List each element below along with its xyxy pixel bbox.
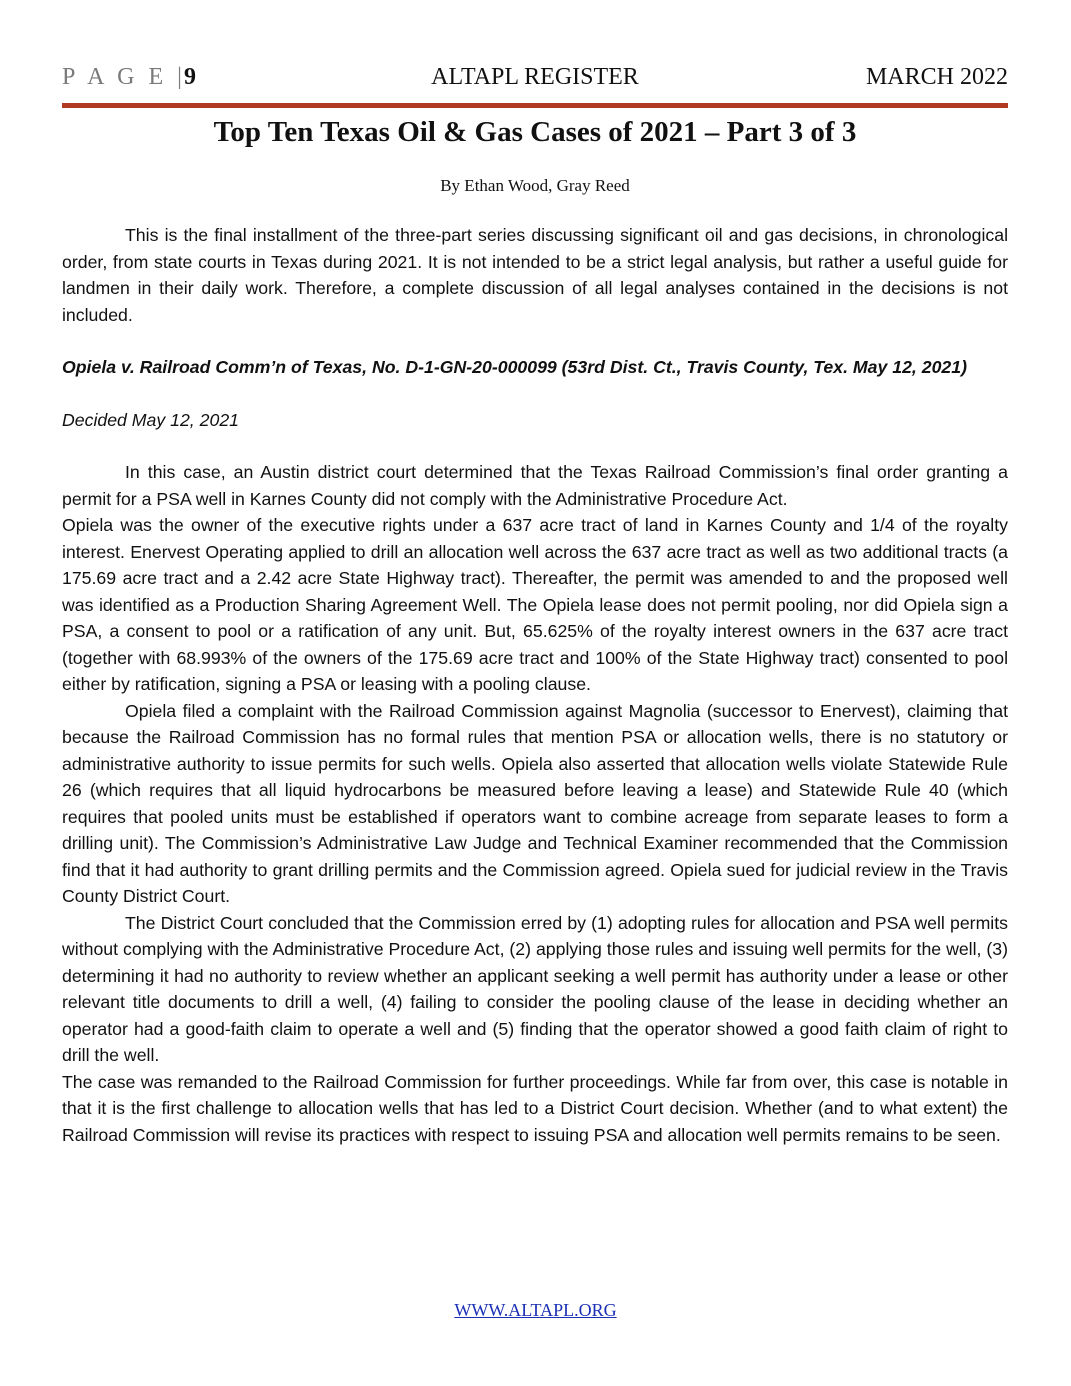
page-footer <box>0 1300 1071 1321</box>
issue-date: MARCH 2022 <box>865 64 1008 90</box>
paragraph-2: Opiela filed a complaint with the Railroad Commission against Magnolia (successor to Enervest), claiming that because the Railroad Commission has no formal rules that mention PSA or allocation wells, there is no statutory or administrative authority to issue permits for such wells. Opiela also asserted that allocation wells violate Statewide Rule 26 (which requires that all liquid hydrocarbons be measured before leaving a lease) and Statewide Rule 40 (which requires that pooled units must be established if operators want to combine acreage from separate leases to form a drilling unit). The Commission’s Administrative Law Judge and Technical Examiner recommended that the Commission find that it had authority to grant drilling permits and the Commission agreed. Opiela sued for judicial review in the Travis County District Court. <box>62 700 1008 906</box>
article-title: Top Ten Texas Oil & Gas Cases of 2021 – Part 3 of 3 <box>213 116 857 148</box>
decided-date: Decided May 12, 2021 <box>62 409 239 430</box>
paragraph-1-opening: In this case, an Austin district court determined that the Texas Railroad Commission’s final order granting a permit for a PSA well in Karnes County did not comply with the Administrative Procedure Act. <box>62 462 1008 509</box>
publication-name: ALTAPL REGISTER <box>431 64 639 90</box>
intro-paragraph: This is the final installment of the three-part series discussing significant oil and gas decisions, in chronological order, from state courts in Texas during 2021. It is not intended to be a strict legal analysis, but rather a useful guide for landmen in their daily work. Therefore, a complete discussion of all legal analyses contained in the decisions is not included. <box>62 225 1008 325</box>
paragraph-1-body: Opiela was the owner of the executive rights under a 637 acre tract of land in Karnes County and 1/4 of the royalty interest. Enervest Operating applied to drill an allocation well across the 637 acre tract as well as two additional tracts (a 175.69 acre tract and a 2.42 acre State Highway tract). Thereafter, the permit was amended to and the proposed well was identified as a Production Sharing Agreement Well. The Opiela lease does not permit pooling, nor did Opiela sign a PSA, a consent to pool or a ratification of any unit. But, 65.625% of the royalty interest owners in the 637 acre tract (together with 68.993% of the owners of the 175.69 acre tract and 100% of the State Highway tract) consented to pool either by ratification, signing a PSA or leasing with a pooling clause. <box>62 515 1008 694</box>
page-number: 9 <box>183 64 196 90</box>
article-byline: By Ethan Wood, Gray Reed <box>440 176 630 195</box>
page-separator: | <box>177 64 184 90</box>
page-header <box>62 64 1008 94</box>
page-label: P A G E <box>62 64 168 90</box>
case-citation: Opiela v. Railroad Comm’n of Texas, No. D-1-GN-20-000099 (53rd Dist. Ct., Travis County, Tex. May 12, 2021) <box>62 357 967 377</box>
header-rule <box>62 103 1008 108</box>
paragraph-4: The case was remanded to the Railroad Commission for further proceedings. While far from over, this case is notable in that it is the first challenge to allocation wells that has led to a District Court decision. Whether (and to what extent) the Railroad Commission will revise its practices with respect to issuing PSA and allocation well permits remains to be seen. <box>62 1071 1008 1145</box>
article-body <box>62 222 1008 1148</box>
website-link[interactable]: WWW.ALTAPL.ORG <box>454 1300 617 1320</box>
paragraph-3: The District Court concluded that the Commission erred by (1) adopting rules for allocation and PSA well permits without complying with the Administrative Procedure Act, (2) applying those rules and issuing well permits for the well, (3) determining it had no authority to review whether an applicant seeking a well permit has authority under a lease or other relevant title documents to drill a well, (4) failing to consider the pooling clause of the lease in deciding whether an operator had a good-faith claim to operate a well and (5) finding that the operator showed a good faith claim of right to drill the well. <box>62 912 1008 1065</box>
